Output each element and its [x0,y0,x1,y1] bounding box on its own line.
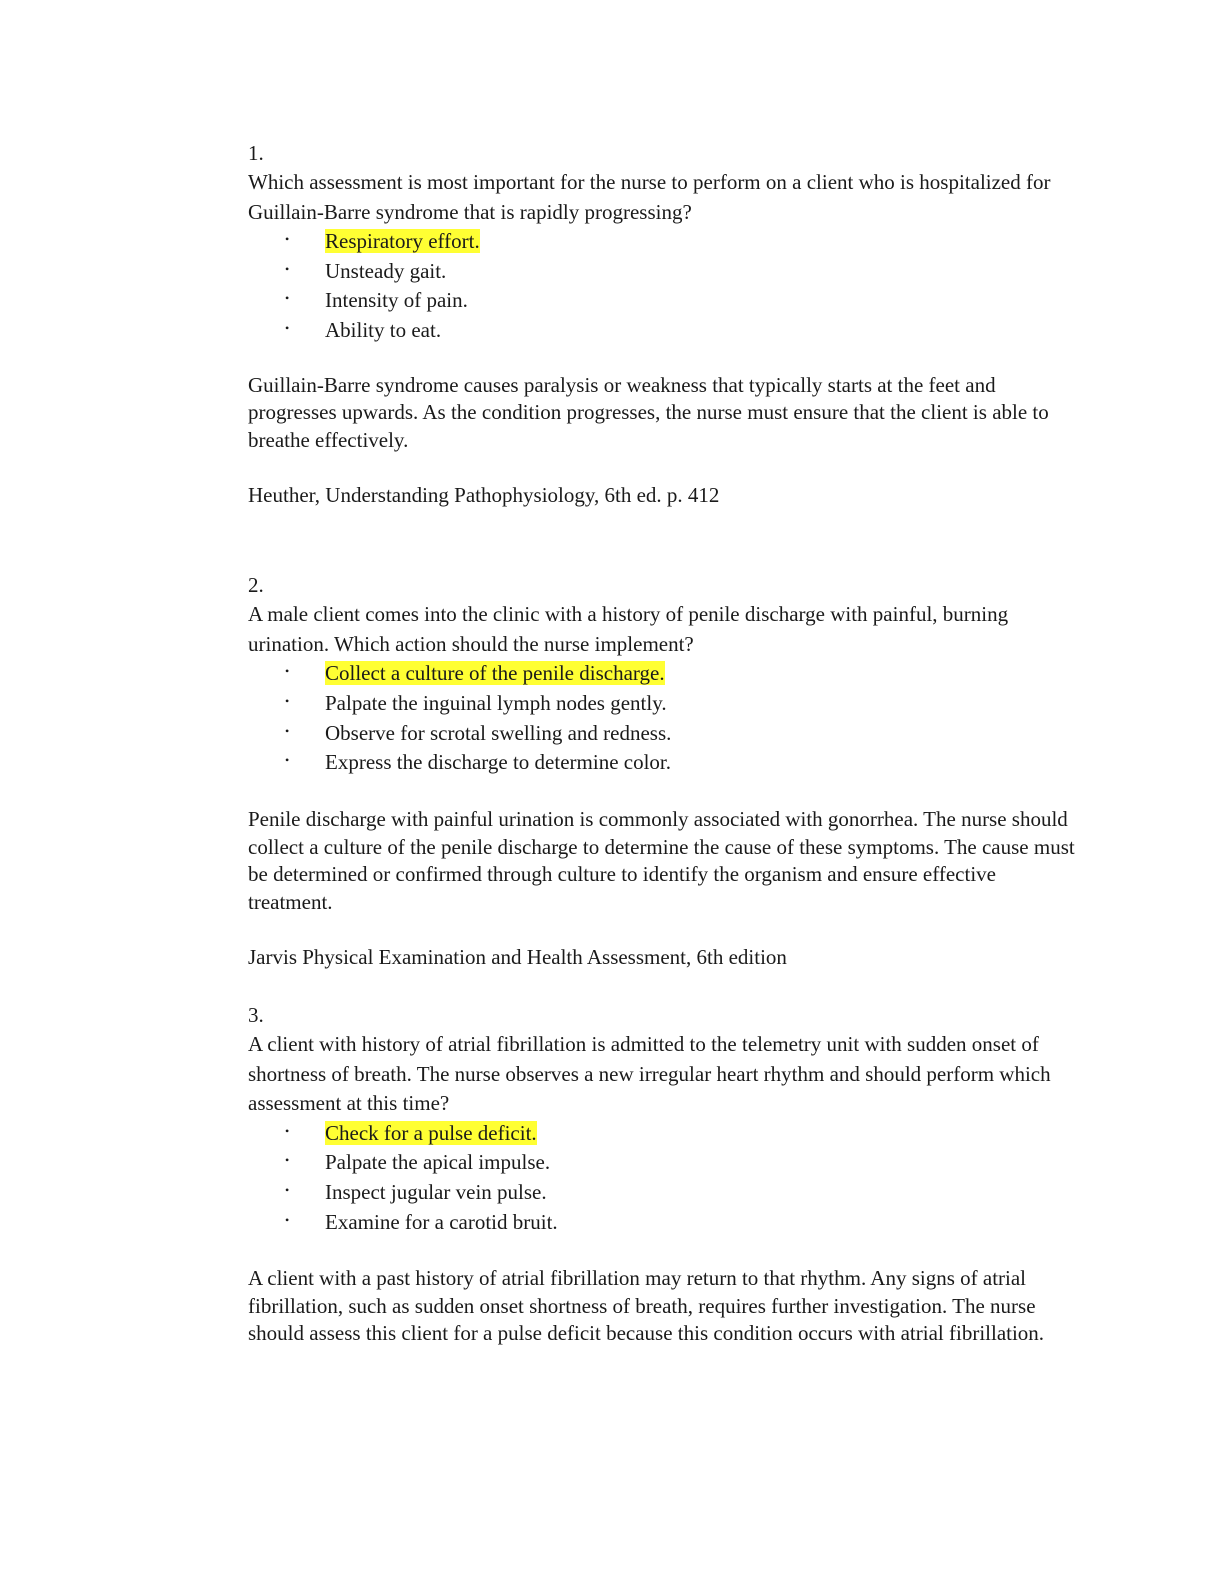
answer-label: Palpate the inguinal lymph nodes gently. [325,690,667,715]
answer-label: Inspect jugular vein pulse. [325,1179,547,1204]
answer-label: Examine for a carotid bruit. [325,1209,558,1234]
question-number: 3. [248,1003,264,1027]
answer-option [248,719,1078,749]
answer-option [248,1208,1078,1238]
bullet-icon: • [285,261,290,276]
answer-option [248,748,1078,778]
answer-options [248,227,1078,346]
bullet-icon: • [285,753,290,768]
answer-option [248,286,1078,316]
bullet-icon: • [285,1182,290,1197]
correct-answer-highlight: Check for a pulse deficit. [325,1120,537,1145]
bullet-icon: • [285,291,290,306]
question-2 [248,571,1078,971]
question-number: 2. [248,573,264,598]
reference-citation: Heuther, Understanding Pathophysiology, 6th ed. p. 412 [248,483,720,508]
correct-answer-highlight: Respiratory effort. [325,229,480,253]
question-text: Which assessment is most important for the nurse to perform on a client who is hospitalized for Guillain-Barre syndrome that is rapidly progressing? [248,170,1051,224]
question-3 [248,1001,1078,1348]
correct-answer-highlight: Collect a culture of the penile discharge. [325,661,665,686]
answer-option [248,257,1078,287]
answer-option [248,1178,1078,1208]
rationale-text: Penile discharge with painful urination is commonly associated with gonorrhea. The nurse should collect a culture of the penile discharge to determine the cause of these symptoms. The cause must be determined or confirmed through culture to identify the organism and ensure effective treatment. [248,807,1075,914]
answer-option [248,1119,1078,1149]
answer-options [248,1119,1078,1238]
bullet-icon: • [285,1123,290,1138]
answer-option [248,227,1078,257]
bullet-icon: • [285,1153,290,1168]
bullet-icon: • [285,723,290,738]
reference-citation: Jarvis Physical Examination and Health Assessment, 6th edition [248,945,787,969]
answer-option [248,316,1078,346]
question-1 [248,139,1078,509]
bullet-icon: • [285,664,290,679]
answer-option [248,689,1078,719]
answer-label: Express the discharge to determine color. [325,750,672,775]
rationale-text: A client with a past history of atrial fibrillation may return to that rhythm. Any signs of atrial fibrillation, such as sudden onset shortness of breath, requires further investigation. The nurse should assess this client for a pulse deficit because this condition occurs with atrial fibrillation. [248,1266,1045,1346]
bullet-icon: • [285,321,290,336]
document-page [248,139,1078,1348]
bullet-icon: • [285,693,290,708]
answer-options [248,659,1078,778]
question-number: 1. [248,141,264,165]
answer-option [248,659,1078,689]
answer-option [248,1148,1078,1178]
question-text: A client with history of atrial fibrillation is admitted to the telemetry unit with sudden onset of shortness of breath. The nurse observes a new irregular heart rhythm and should perform which assessment at this time? [248,1032,1051,1115]
answer-label: Intensity of pain. [325,288,468,313]
answer-label: Observe for scrotal swelling and redness. [325,720,672,745]
bullet-icon: • [285,1212,290,1227]
answer-label: Palpate the apical impulse. [325,1150,551,1175]
question-text: A male client comes into the clinic with a history of penile discharge with painful, burning urination. Which action should the nurse implement? [248,602,1009,656]
answer-label: Unsteady gait. [325,258,447,283]
bullet-icon: • [285,232,290,246]
rationale-text: Guillain-Barre syndrome causes paralysis or weakness that typically starts at the feet and progresses upwards. As the condition progresses, the nurse must ensure that the client is able to breathe effectively. [248,372,1049,452]
answer-label: Ability to eat. [325,318,442,343]
